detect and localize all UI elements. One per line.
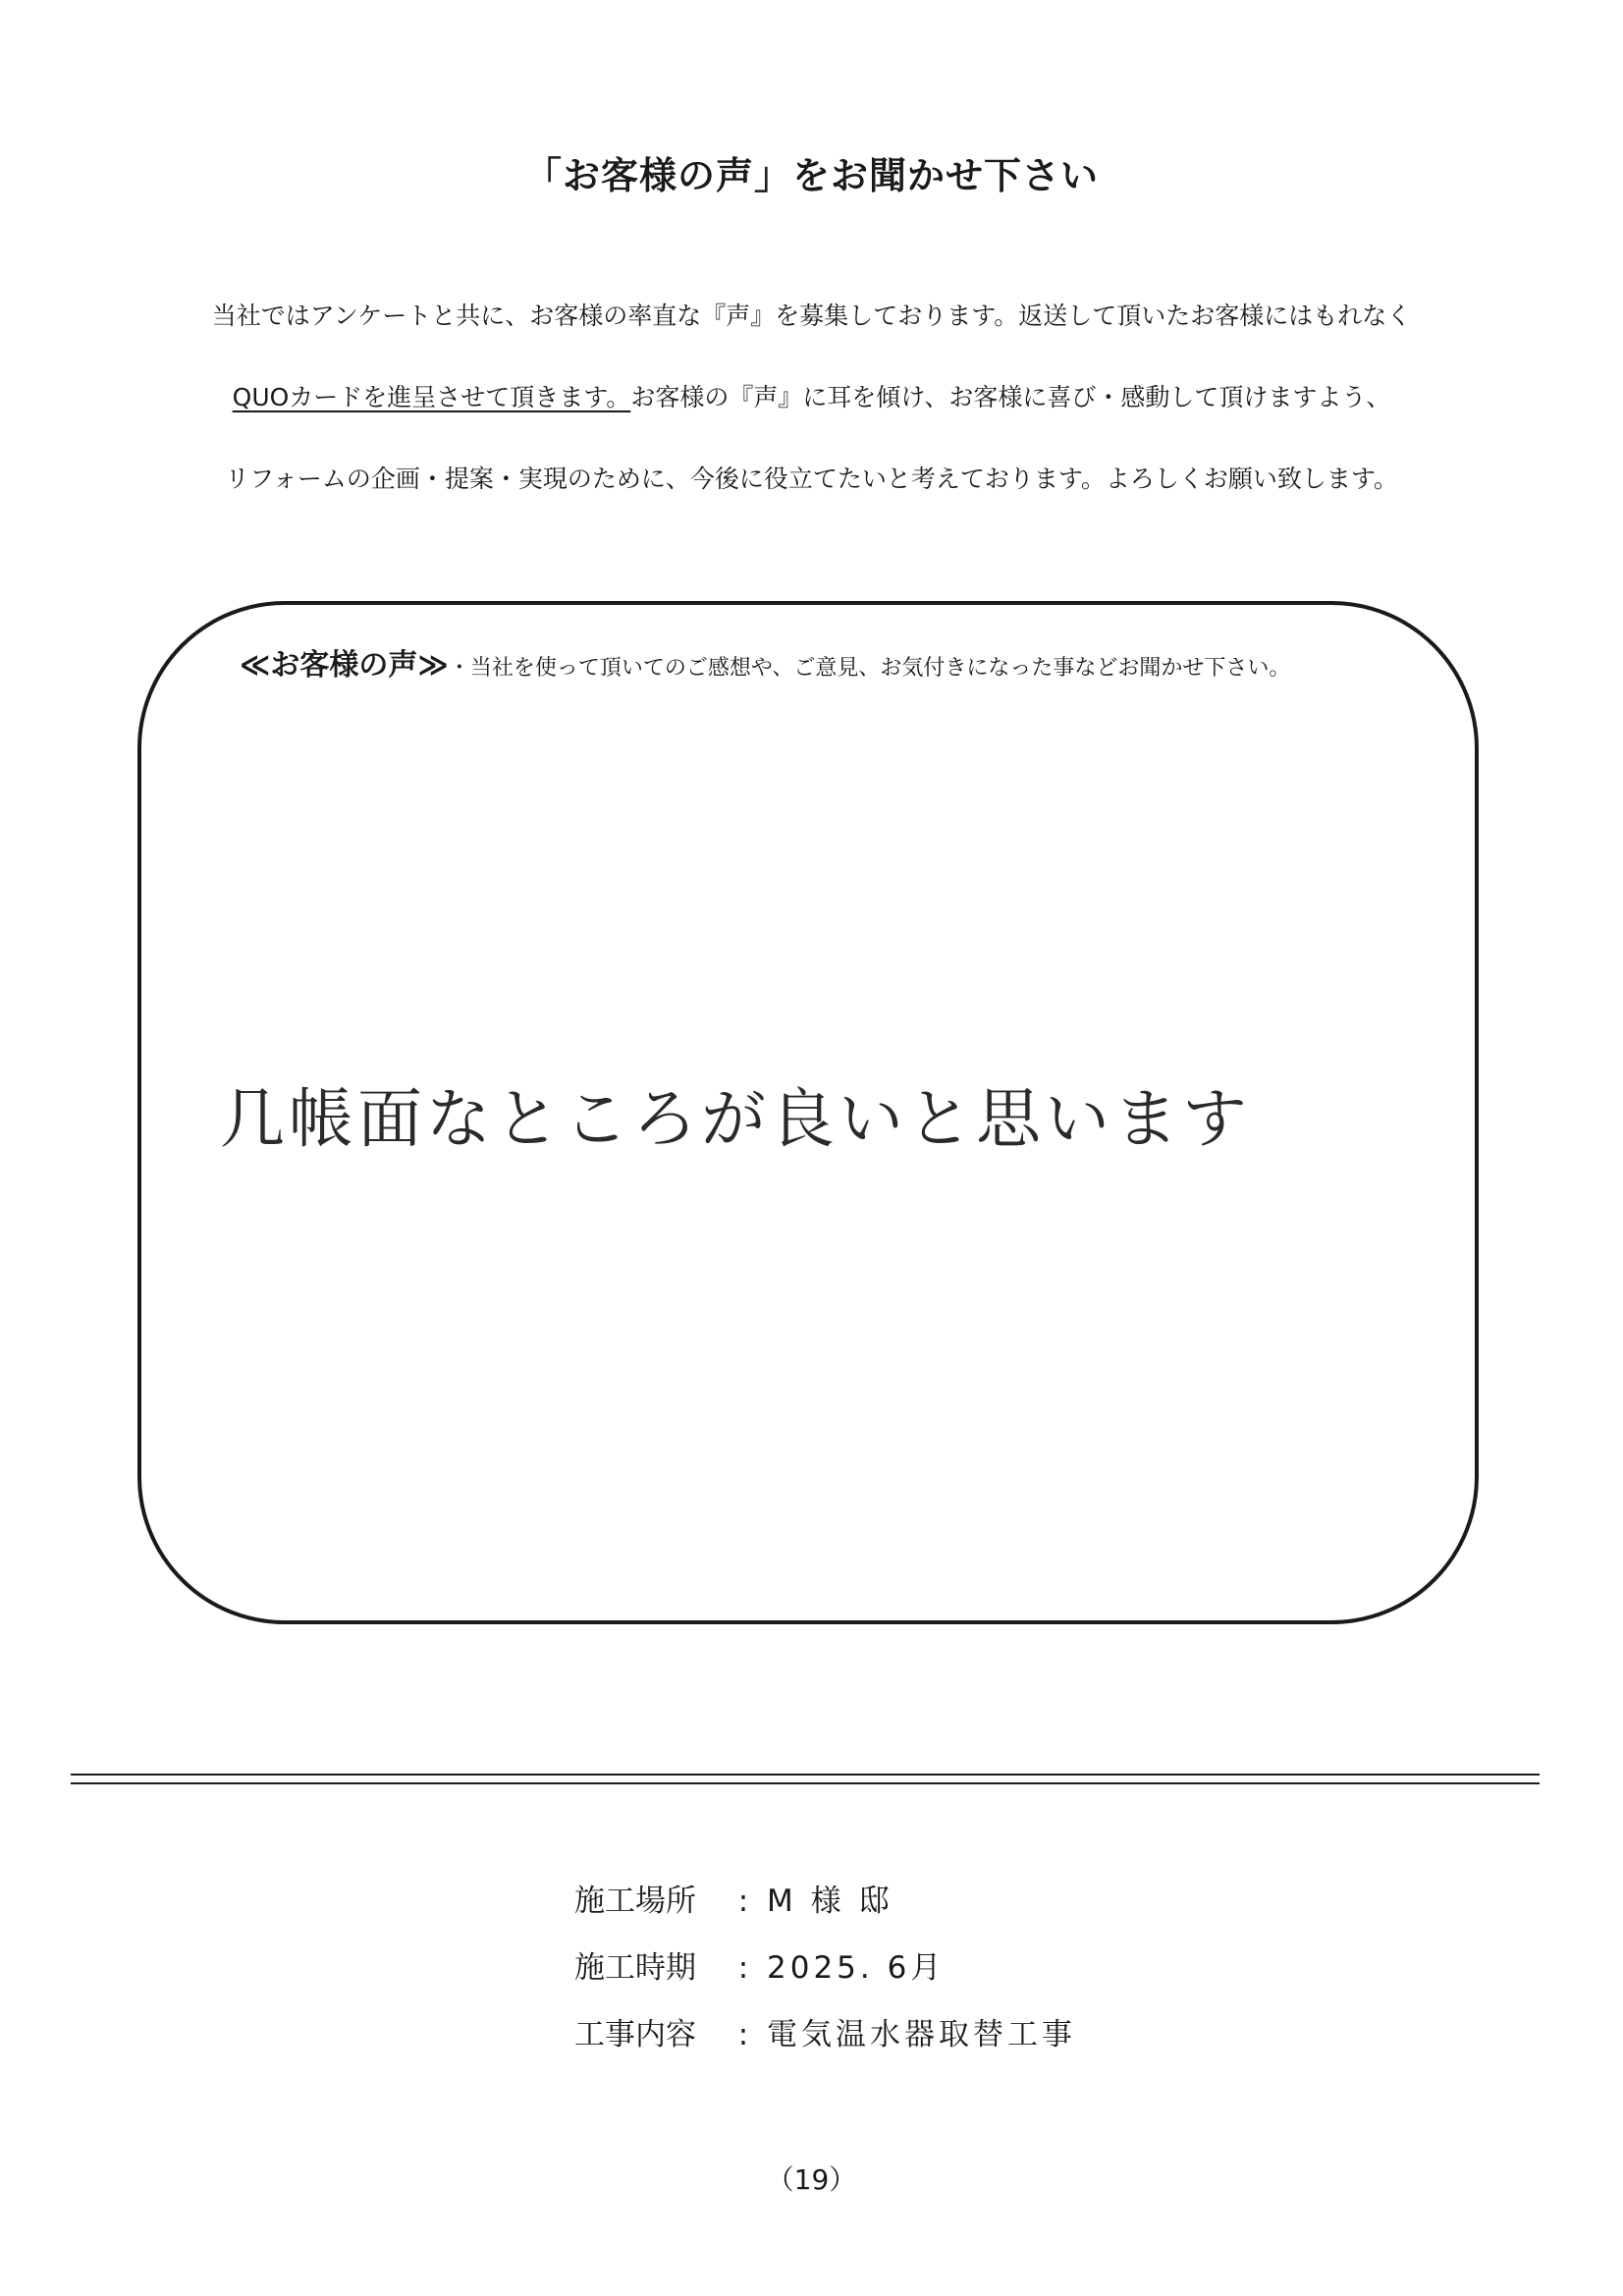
location-label: 施工場所: [574, 1884, 696, 1919]
customer-comment: 几帳面なところが良いと思います: [220, 1081, 1251, 1157]
content-label: 工事内容: [574, 2017, 696, 2052]
info-row-period: [574, 1942, 945, 1987]
voice-label: ≪お客様の声≫: [240, 648, 449, 683]
page-number: （19）: [766, 2163, 857, 2196]
divider-top-line: [71, 1774, 1540, 1776]
content-value: 電気温水器取替工事: [767, 2017, 1076, 2052]
intro-line-2: [0, 378, 1623, 413]
intro-line-1: 当社ではアンケートと共に、お客様の率直な『声』を募集しております。返送して頂いたお客様にはもれなく: [211, 301, 1412, 330]
quo-card-notice: QUOカードを進呈させて頂きます。: [232, 383, 631, 411]
intro-line-2-rest: お客様の『声』に耳を傾け、お客様に喜び・感動して頂けますよう、: [630, 383, 1391, 411]
voice-header: [240, 640, 1290, 683]
separator: :: [737, 2017, 749, 2052]
customer-voice-box: [137, 601, 1479, 1624]
info-row-content: [574, 2009, 1076, 2053]
separator: :: [737, 1950, 749, 1986]
separator: :: [737, 1884, 749, 1919]
divider-bottom-line: [71, 1782, 1540, 1784]
location-value: M 様 邸: [767, 1884, 893, 1919]
page-title: 「お客様の声」をお聞かせ下さい: [523, 154, 1099, 197]
intro-line-3: リフォームの企画・提案・実現のために、今後に役立てたいと考えております。よろしくお願い致します。: [225, 465, 1398, 493]
info-row-location: [574, 1876, 893, 1920]
period-label: 施工時期: [574, 1950, 696, 1986]
period-value: 2025. 6月: [767, 1950, 946, 1986]
voice-prompt: ・当社を使って頂いてのご感想や、ご意見、お気付きになった事などお聞かせ下さい。: [448, 656, 1291, 681]
